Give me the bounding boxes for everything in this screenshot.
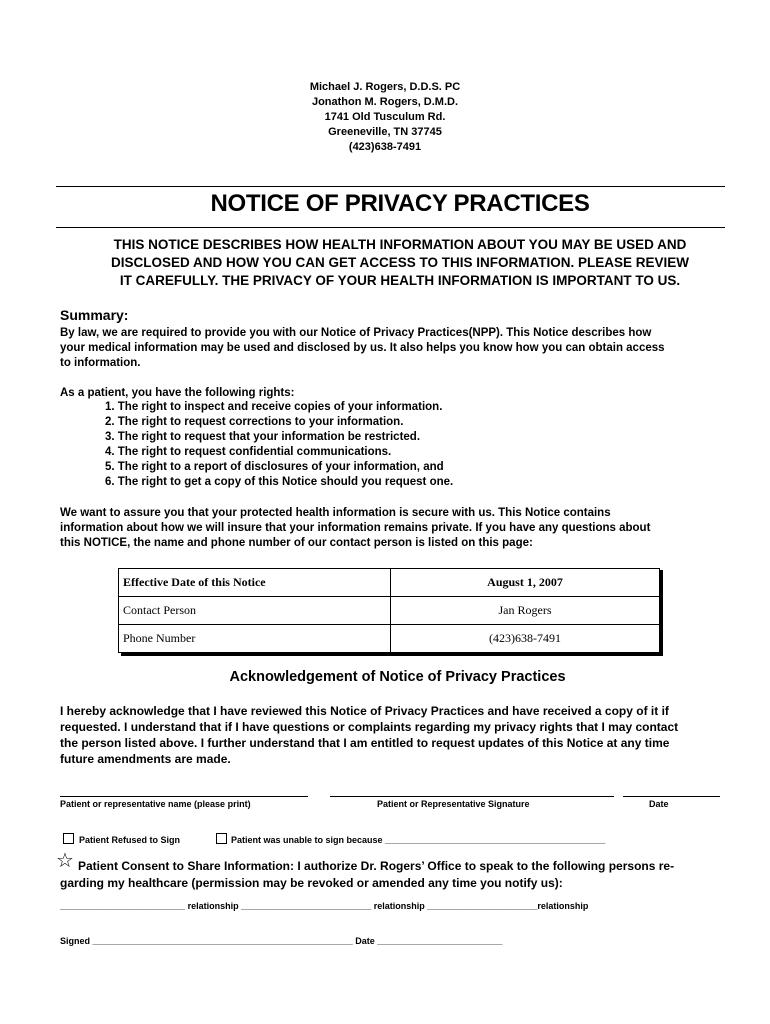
ack-line-4: future amendments are made. <box>60 752 231 766</box>
title-rule-top <box>56 186 725 187</box>
table-row <box>119 625 660 653</box>
assurance-text <box>60 506 650 551</box>
right-item-4: 4. The right to request confidential communications. <box>105 446 392 458</box>
date-signature-line[interactable] <box>623 796 720 797</box>
unable-label: Patient was unable to sign because ____________________________________________ <box>231 835 606 845</box>
practice-name-2: Jonathon M. Rogers, D.M.D. <box>311 96 459 108</box>
effective-date-label: Effective Date of this Notice <box>119 569 391 597</box>
acknowledgement-title: Acknowledgement of Notice of Privacy Practices <box>229 669 566 685</box>
right-item-5: 5. The right to a report of disclosures of your information, and <box>105 461 444 473</box>
signed-date-line[interactable]: Signed ____________________________________________________ Date _________________________ <box>60 936 503 946</box>
summary-line-2: your medical information may be used and disclosed by us. It also helps you know how you can obtain access <box>60 342 665 354</box>
relationship-fields[interactable]: _________________________ relationship __________________________ relationship ______________________relationship <box>60 901 589 911</box>
table-row <box>119 597 660 625</box>
right-item-1: 1. The right to inspect and receive copies of your information. <box>105 401 443 413</box>
consent-line-1: Patient Consent to Share Information: I authorize Dr. Rogers’ Office to speak to the following persons re- <box>78 859 675 873</box>
practice-city: Greeneville, TN 37745 <box>328 126 442 138</box>
consent-line-2: garding my healthcare (permission may be revoked or amended any time you notify us): <box>60 876 563 890</box>
page-title: NOTICE OF PRIVACY PRACTICES <box>210 190 590 217</box>
assurance-line-2: information about how we will insure that your information remains private. If you have any questions about <box>60 522 651 534</box>
practice-name-1: Michael J. Rogers, D.D.S. PC <box>309 81 461 93</box>
unable-checkbox[interactable] <box>216 833 227 844</box>
banner-line-3: IT CAREFULLY. THE PRIVACY OF YOUR HEALTH INFORMATION IS IMPORTANT TO US. <box>119 273 681 288</box>
right-item-2: 2. The right to request corrections to your information. <box>105 416 404 428</box>
ack-line-3: the person listed above. I further understand that I am entitled to request updates of this Notice at any time <box>60 736 670 750</box>
practice-address: 1741 Old Tusculum Rd. <box>324 111 446 123</box>
date-label: Date <box>649 799 669 809</box>
summary-line-1: By law, we are required to provide you with our Notice of Privacy Practices(NPP). This Notice describes how <box>60 327 652 339</box>
summary-heading: Summary: <box>60 307 129 323</box>
contact-person-value: Jan Rogers <box>391 597 660 625</box>
assurance-line-3: this NOTICE, the name and phone number of our contact person is listed on this page: <box>60 537 533 549</box>
refused-checkbox[interactable] <box>63 833 74 844</box>
summary-line-3: to information. <box>60 357 141 369</box>
phone-number-value: (423)638-7491 <box>391 625 660 653</box>
star-icon: ☆ <box>56 850 74 872</box>
notice-banner <box>60 236 740 290</box>
table-shadow-right <box>660 570 663 656</box>
name-label: Patient or representative name (please print) <box>60 799 251 809</box>
title-rule-bottom <box>56 227 725 228</box>
effective-date-value: August 1, 2007 <box>391 569 660 597</box>
contact-info-table <box>118 568 660 653</box>
phone-number-label: Phone Number <box>119 625 391 653</box>
rights-intro: As a patient, you have the following rights: <box>60 387 295 399</box>
contact-person-label: Contact Person <box>119 597 391 625</box>
table-row <box>119 569 660 597</box>
banner-line-2: DISCLOSED AND HOW YOU CAN GET ACCESS TO THIS INFORMATION. PLEASE REVIEW <box>110 255 690 270</box>
practice-phone: (423)638-7491 <box>348 141 422 153</box>
refused-label: Patient Refused to Sign <box>79 835 181 845</box>
banner-line-1: THIS NOTICE DESCRIBES HOW HEALTH INFORMATION ABOUT YOU MAY BE USED AND <box>113 237 687 252</box>
signature-line[interactable] <box>330 796 614 797</box>
ack-line-2: requested. I understand that if I have questions or complaints regarding my privacy rights that I may contact <box>60 720 679 734</box>
table-shadow-bottom <box>121 653 663 656</box>
right-item-6: 6. The right to get a copy of this Notice should you request one. <box>105 476 454 488</box>
name-signature-line[interactable] <box>60 796 308 797</box>
summary-text <box>60 326 665 371</box>
assurance-line-1: We want to assure you that your protected health information is secure with us. This Notice contains <box>60 507 611 519</box>
right-item-3: 3. The right to request that your information be restricted. <box>105 431 421 443</box>
consent-text <box>60 858 725 892</box>
acknowledgement-text <box>60 703 678 767</box>
signature-label: Patient or Representative Signature <box>377 799 530 809</box>
ack-line-1: I hereby acknowledge that I have reviewed this Notice of Privacy Practices and have received a copy of it if <box>60 704 669 718</box>
